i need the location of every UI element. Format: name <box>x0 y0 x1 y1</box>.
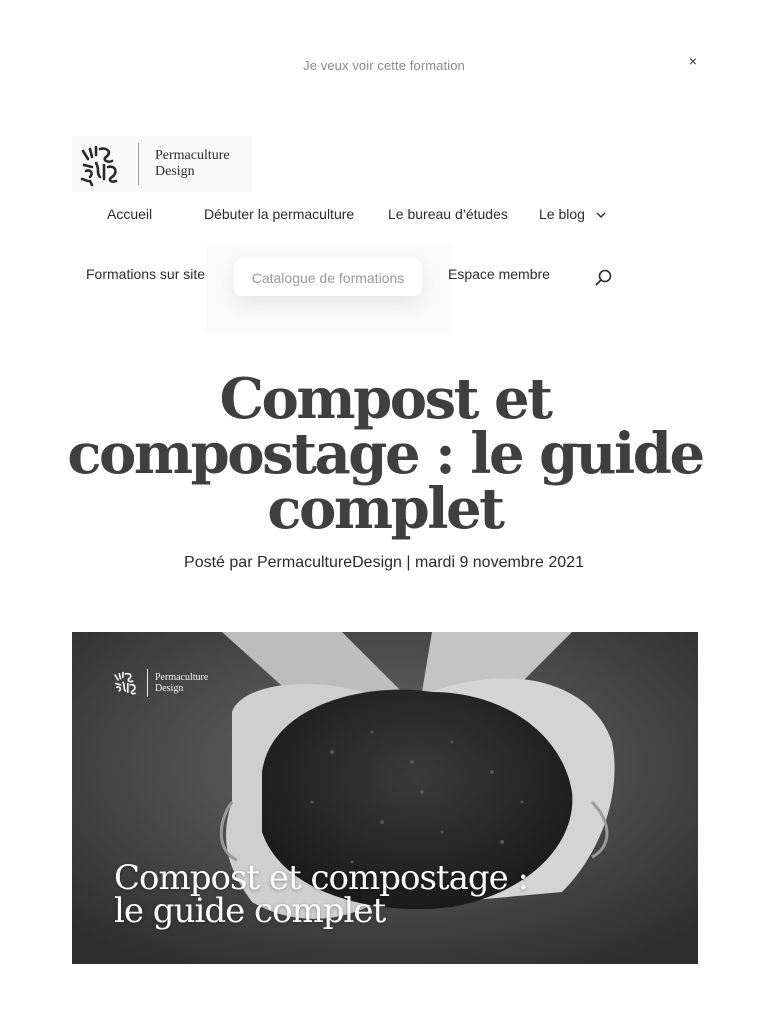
hero-title-line-2: le guide complet <box>114 891 386 931</box>
primary-nav <box>0 206 768 230</box>
permaculture-design-logo-icon <box>78 141 124 187</box>
site-logo[interactable] <box>72 136 252 192</box>
search-icon[interactable] <box>594 268 614 288</box>
nav-item-bureau-etudes[interactable]: Le bureau d’études <box>388 206 508 222</box>
announcement-link[interactable]: Je veux voir cette formation <box>303 58 465 73</box>
permaculture-design-logo-icon <box>112 668 140 698</box>
logo-line-2: Design <box>155 164 195 179</box>
close-icon[interactable]: × <box>688 53 698 69</box>
announcement-bar <box>0 0 768 110</box>
nav-item-catalogue[interactable]: Catalogue de formations <box>234 258 422 296</box>
nav-item-blog-label: Le blog <box>539 206 585 222</box>
hero-logo-wordmark <box>155 672 208 694</box>
hero-image <box>72 632 698 964</box>
post-date: mardi 9 novembre 2021 <box>414 554 584 571</box>
page-title: Compost et compostage : le guide complet <box>67 366 703 542</box>
meta-prefix: Posté par <box>184 554 253 571</box>
hero-title <box>114 858 654 931</box>
hero-logo-separator <box>147 669 148 697</box>
author-link[interactable]: PermacultureDesign <box>256 554 402 571</box>
hero-title-line-1: Compost et compostage : <box>114 858 528 898</box>
logo-wordmark <box>155 148 230 180</box>
hero-logo-line-1: Permaculture <box>155 672 209 683</box>
nav-item-formations-site[interactable]: Formations sur site <box>86 266 206 282</box>
hero-logo-line-2: Design <box>155 683 184 694</box>
hero-logo <box>112 668 208 698</box>
nav-item-espace-membre[interactable]: Espace membre <box>448 266 550 282</box>
chevron-down-icon <box>596 212 606 218</box>
nav-item-accueil[interactable]: Accueil <box>107 206 153 222</box>
post-meta <box>0 554 768 572</box>
logo-line-1: Permaculture <box>155 148 230 163</box>
logo-separator <box>138 143 139 185</box>
nav-item-blog[interactable] <box>539 206 606 222</box>
meta-separator: | <box>406 554 411 571</box>
nav-item-debuter[interactable]: Débuter la permaculture <box>204 206 355 222</box>
